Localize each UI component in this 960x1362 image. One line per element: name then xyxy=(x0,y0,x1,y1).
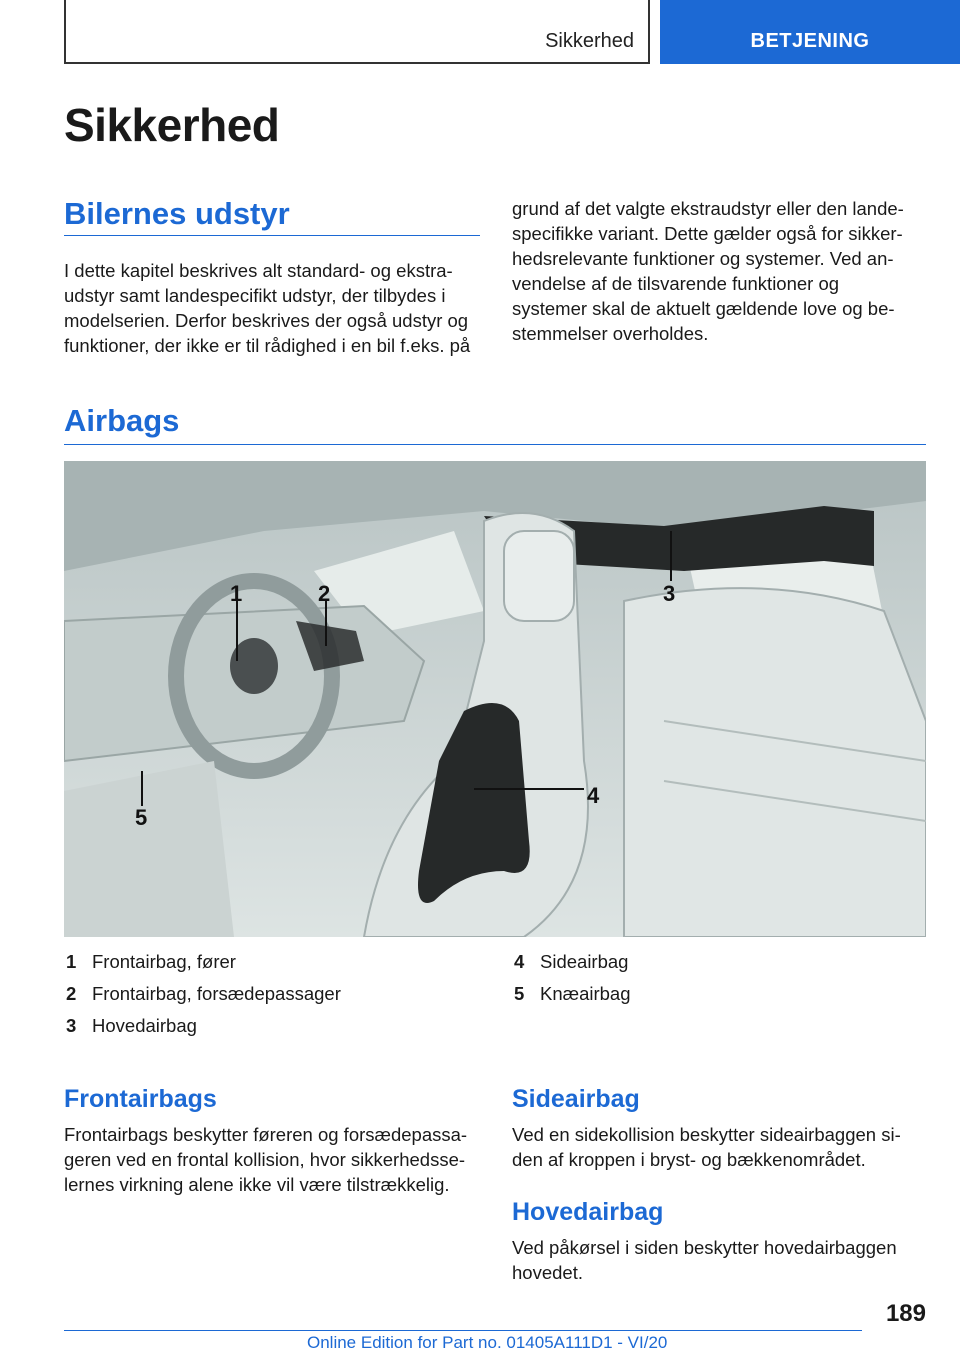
intro-line: modelserien. Derfor beskrives der også udstyr og xyxy=(64,310,469,331)
frontairbags-text: Frontairbags beskytter føreren og forsædepassa- geren ved en frontal kollision, hvor sikkerhedsse- lernes virkning alene ikke vil være tilstrækkelig. xyxy=(64,1124,468,1195)
callout-3: 3 xyxy=(663,581,676,606)
legend-left xyxy=(66,946,341,1042)
intro-line: udstyr samt landespecifikt udstyr, der tilbydes i xyxy=(64,285,446,306)
legend-item: 4 Sideairbag xyxy=(514,951,629,972)
callout-5: 5 xyxy=(135,805,148,830)
intro-column-left xyxy=(64,258,470,358)
airbags-heading: Airbags xyxy=(64,403,180,438)
airbags-heading-rule xyxy=(64,444,926,445)
intro-heading: Bilernes udstyr xyxy=(64,196,290,231)
legend-item: 1 Frontairbag, fører xyxy=(66,951,236,972)
footer-rule xyxy=(64,1330,862,1331)
intro-line: grund af det valgte ekstraudstyr eller den lande- xyxy=(512,198,904,219)
callout-1: 1 xyxy=(230,581,243,606)
hovedairbag-text: Ved påkørsel i siden beskytter hovedairbaggen hovedet. xyxy=(512,1237,897,1283)
intro-heading-rule xyxy=(64,235,480,236)
header-chapter-label: BETJENING xyxy=(750,29,870,52)
intro-line: systemer skal de aktuelt gældende love og be- xyxy=(512,298,895,319)
header-section-box xyxy=(64,0,650,64)
intro-line: vendelse af de tilsvarende funktioner og xyxy=(512,273,840,294)
page-number: 189 xyxy=(885,1300,926,1327)
header-chapter-tab xyxy=(660,0,960,64)
airbag-illustration xyxy=(64,461,926,937)
frontairbags-heading: Frontairbags xyxy=(64,1085,217,1113)
car-interior-drawing xyxy=(64,461,926,937)
footer-edition: Online Edition for Part no. 01405A111D1 - VI/20 xyxy=(307,1333,668,1352)
intro-line: stemmelser overholdes. xyxy=(512,323,709,344)
intro-line: funktioner, der ikke er til rådighed i en bil f.eks. på xyxy=(64,335,471,356)
intro-line: I dette kapitel beskrives alt standard- og ekstra- xyxy=(64,260,453,281)
callout-4: 4 xyxy=(587,783,600,808)
header-section-label: Sikkerhed xyxy=(545,30,634,52)
intro-line: specifikke variant. Dette gælder også for sikker- xyxy=(512,223,903,244)
legend-item: 2 Frontairbag, forsædepassager xyxy=(66,983,341,1004)
intro-line: hedsrelevante funktioner og systemer. Ved an- xyxy=(512,248,894,269)
callout-2: 2 xyxy=(318,581,331,606)
legend-right xyxy=(514,946,631,1010)
legend-item: 3 Hovedairbag xyxy=(66,1015,197,1036)
page-title: Sikkerhed xyxy=(64,99,280,151)
sideairbag-heading: Sideairbag xyxy=(512,1085,640,1113)
legend-item: 5 Knæairbag xyxy=(514,983,631,1004)
sideairbag-text: Ved en sidekollision beskytter sideairbaggen si- den af kroppen i bryst- og bækkenområdet. xyxy=(512,1124,901,1170)
intro-column-right xyxy=(512,196,904,346)
hovedairbag-heading: Hovedairbag xyxy=(512,1198,664,1226)
